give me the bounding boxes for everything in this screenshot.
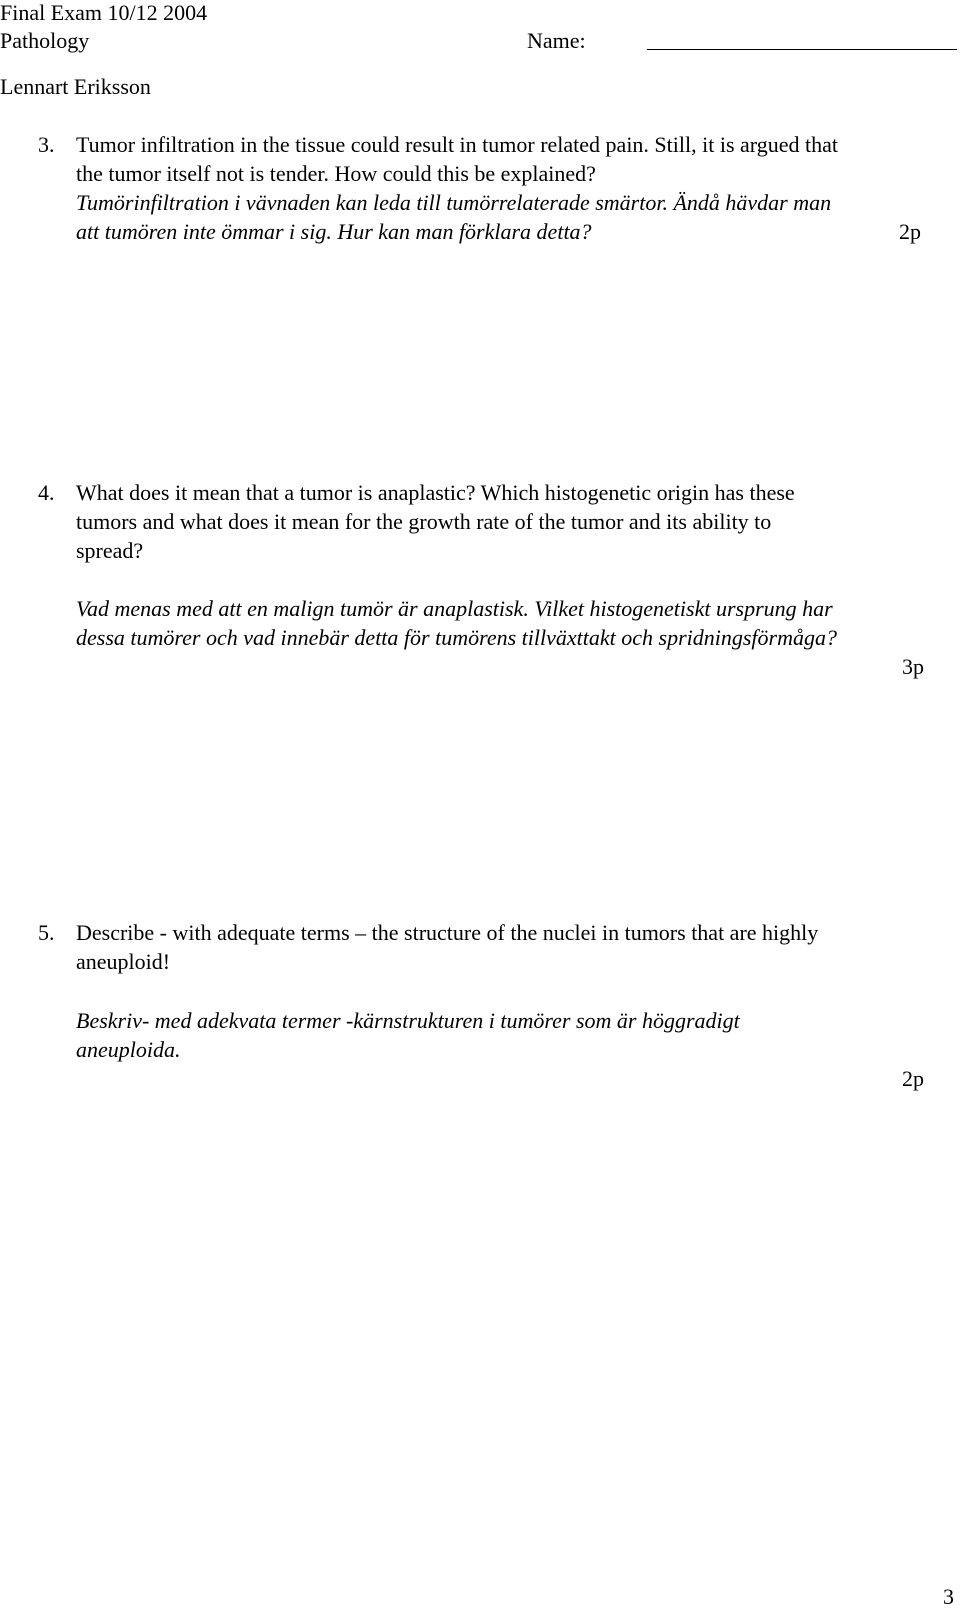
question-line: Tumor infiltration in the tissue could result in tumor related pain. Still, it is argued that — [76, 132, 838, 157]
question-line: Beskriv- med adekvata termer -kärnstrukturen i tumörer som är höggradigt — [76, 1008, 740, 1033]
question-english — [76, 478, 795, 565]
question-line: Describe - with adequate terms – the structure of the nuclei in tumors that are highly — [76, 920, 819, 945]
question-english — [76, 130, 838, 188]
teacher-name: Lennart Eriksson — [0, 74, 151, 99]
points: 3p — [902, 654, 924, 679]
question-line: aneuploida. — [76, 1037, 181, 1062]
question-swedish — [76, 594, 837, 652]
question-english — [76, 918, 818, 976]
question-line: tumors and what does it mean for the growth rate of the tumor and its ability to — [76, 509, 772, 534]
question-line: att tumören inte ömmar i sig. Hur kan man förklara detta? — [76, 219, 592, 244]
question-swedish — [76, 188, 831, 246]
question-line: the tumor itself not is tender. How could this be explained? — [76, 161, 596, 186]
points: 2p — [902, 1066, 924, 1091]
question-line: spread? — [76, 538, 144, 563]
question-number: 3. — [38, 132, 55, 157]
page-number: 3 — [943, 1584, 954, 1609]
question-number: 4. — [38, 480, 55, 505]
question-number: 5. — [38, 920, 55, 945]
question-swedish — [76, 1006, 740, 1064]
name-field-line — [647, 49, 957, 50]
subject: Pathology — [0, 28, 90, 53]
question-line: What does it mean that a tumor is anaplastic? Which histogenetic origin has these — [76, 480, 795, 505]
question-line: aneuploid! — [76, 949, 171, 974]
question-line: Vad menas med att en malign tumör är anaplastisk. Vilket histogenetiskt ursprung har — [76, 596, 833, 621]
question-line: dessa tumörer och vad innebär detta för tumörens tillväxttakt och spridningsförmåga? — [76, 625, 837, 650]
question-line: Tumörinfiltration i vävnaden kan leda till tumörrelaterade smärtor. Ändå hävdar man — [76, 190, 832, 215]
points: 2p — [899, 219, 921, 244]
name-label: Name: — [527, 28, 586, 53]
exam-title: Final Exam 10/12 2004 — [0, 0, 208, 25]
